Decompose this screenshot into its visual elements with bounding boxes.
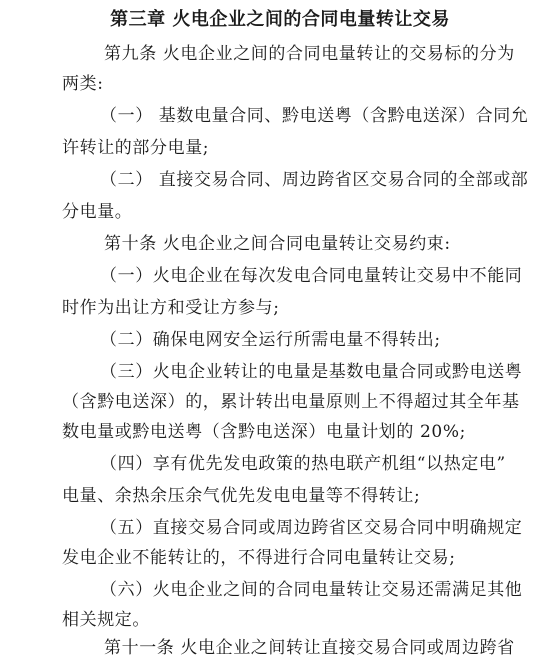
article-10-item-6-line-1: （六）火电企业之间的合同电量转让交易还需满足其他 [100, 580, 523, 600]
article-9-line-2: 两类: [62, 74, 104, 94]
chapter-title: 第三章 火电企业之间的合同电量转让交易 [110, 9, 450, 30]
article-10-item-3-line-3: 数电量或黔电送粤（含黔电送深）电量计划的 20%; [62, 422, 466, 442]
article-10-line-1: 第十条 火电企业之间合同电量转让交易约束: [104, 234, 451, 254]
article-10-item-1-line-1: （一）火电企业在每次发电合同电量转让交易中不能同 [100, 266, 523, 286]
article-10-item-5-line-1: （五）直接交易合同或周边跨省区交易合同中明确规定 [100, 518, 523, 538]
article-10-item-6-line-2: 相关规定。 [62, 610, 150, 630]
article-10-item-1-line-2: 时作为出让方和受让方参与; [62, 298, 280, 318]
article-10-item-2-line-1: （二）确保电网安全运行所需电量不得转出; [100, 330, 441, 350]
article-9-item-1-line-2: 许转让的部分电量; [62, 138, 210, 158]
article-10-item-3-line-2: （含黔电送深）的，累计转出电量原则上不得超过其全年基 [62, 392, 520, 412]
article-11-line-1: 第十一条 火电企业之间转让直接交易合同或周边跨省 [104, 638, 515, 658]
article-9-item-1-line-1: （一） 基数电量合同、黔电送粤（含黔电送深）合同允 [100, 106, 529, 126]
article-10-item-3-line-1: （三）火电企业转让的电量是基数电量合同或黔电送粤 [100, 362, 523, 382]
article-9-item-2-line-1: （二） 直接交易合同、周边跨省区交易合同的全部或部 [100, 170, 529, 190]
article-9-item-2-line-2: 分电量。 [62, 202, 133, 222]
article-10-item-4-line-1: （四）享有优先发电政策的热电联产机组“以热定电” [100, 454, 506, 474]
article-10-item-4-line-2: 电量、余热余压余气优先发电电量等不得转让; [62, 486, 421, 506]
article-9-line-1: 第九条 火电企业之间的合同电量转让的交易标的分为 [104, 44, 515, 64]
article-10-item-5-line-2: 发电企业不能转让的，不得进行合同电量转让交易; [62, 548, 456, 568]
